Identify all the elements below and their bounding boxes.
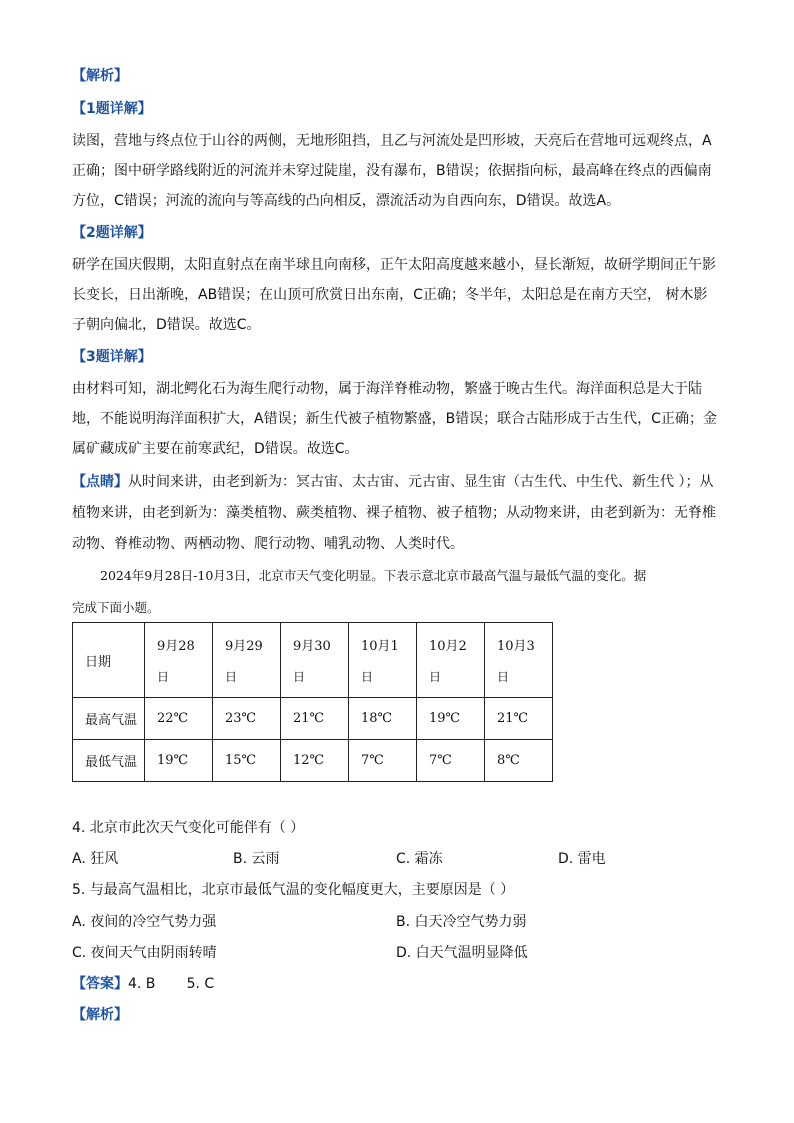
date-cell: 10月1 日 bbox=[349, 623, 417, 698]
q1-detail-heading: 【1题详解】 bbox=[72, 101, 152, 117]
q4-option-a: A. 狂风 bbox=[72, 851, 119, 867]
table-cell: 22℃ bbox=[145, 698, 213, 740]
q1-text-line: 方位，C错误；河流的流向与等高线的凸向相反，漂流活动为自西向东，D错误。故选A。 bbox=[72, 193, 621, 209]
date-cell: 9月30 日 bbox=[281, 623, 349, 698]
q3-text-line: 属矿藏成矿主要在前寒武纪，D错误。故选C。 bbox=[72, 441, 359, 457]
table-cell: 8℃ bbox=[485, 740, 553, 782]
key-point-text: 从时间来讲，由老到新为：冥古宙、太古宙、元古宙、显生宙（古生代、中生代、新生代 ）；从 bbox=[128, 474, 714, 490]
table-cell: 18℃ bbox=[349, 698, 417, 740]
table-cell: 19℃ bbox=[145, 740, 213, 782]
date-cell: 10月2 日 bbox=[417, 623, 485, 698]
material-intro: 2024年9月28日-10月3日，北京市天气变化明显。下表示意北京市最高气温与最低气温的变化。据 bbox=[100, 568, 647, 583]
row-label: 最高气温 bbox=[73, 698, 145, 740]
q2-text-line: 长变长，日出渐晚，AB错误；在山顶可欣赏日出东南，C正确；冬半年，太阳总是在南方天空， 树木影 bbox=[72, 287, 708, 303]
q1-text-line: 正确；图中研学路线附近的河流并未穿过陡崖，没有瀑布，B错误；依据指向标，最高峰在终点的西偏南 bbox=[72, 163, 712, 179]
q5-option-a: A. 夜间的冷空气势力强 bbox=[72, 914, 217, 930]
table-cell: 21℃ bbox=[281, 698, 349, 740]
q5-stem: 5. 与最高气温相比，北京市最低气温的变化幅度更大，主要原因是（ ） bbox=[72, 882, 515, 898]
q3-detail-heading: 【3题详解】 bbox=[72, 349, 152, 365]
q3-text-line: 由材料可知，湖北鳄化石为海生爬行动物，属于海洋脊椎动物，繁盛于晚古生代。海洋面积总是大于陆 bbox=[72, 381, 702, 397]
table-header-row bbox=[73, 623, 553, 698]
key-point-line bbox=[72, 472, 727, 492]
q5-option-c: C. 夜间天气由阴雨转晴 bbox=[72, 945, 217, 961]
temperature-table bbox=[72, 622, 553, 782]
analysis-heading-2: 【解析】 bbox=[72, 1007, 128, 1023]
table-row-min-temp bbox=[73, 740, 553, 782]
q2-text-line: 子朝向偏北，D错误。故选C。 bbox=[72, 317, 261, 333]
table-cell: 12℃ bbox=[281, 740, 349, 782]
answer-line bbox=[72, 974, 727, 994]
q1-text-line: 读图，营地与终点位于山谷的两侧，无地形阻挡，且乙与河流处是凹形坡，天亮后在营地可远观终点，A bbox=[72, 133, 712, 149]
q4-stem: 4. 北京市此次天气变化可能伴有（ ） bbox=[72, 820, 305, 836]
table-cell: 7℃ bbox=[349, 740, 417, 782]
key-point-text-line: 植物来讲，由老到新为：藻类植物、蕨类植物、裸子植物、被子植物；从动物来讲，由老到新为：无脊椎 bbox=[72, 505, 716, 521]
q4-option-b: B. 云雨 bbox=[233, 851, 280, 867]
q3-text-line: 地，不能说明海洋面积扩大，A错误；新生代被子植物繁盛，B错误；联合古陆形成于古生代，C正确；金 bbox=[72, 411, 717, 427]
table-cell: 15℃ bbox=[213, 740, 281, 782]
date-cell: 10月3 日 bbox=[485, 623, 553, 698]
answer-text: 4. B 5. C bbox=[128, 976, 215, 992]
q2-detail-heading: 【2题详解】 bbox=[72, 225, 152, 241]
q5-option-d: D. 白天气温明显降低 bbox=[396, 945, 528, 961]
q4-option-d: D. 雷电 bbox=[558, 851, 606, 867]
q4-option-c: C. 霜冻 bbox=[396, 851, 443, 867]
q2-text-line: 研学在国庆假期，太阳直射点在南半球且向南移，正午太阳高度越来越小，昼长渐短，故研学期间正午影 bbox=[72, 257, 716, 273]
answer-label: 【答案】 bbox=[72, 976, 128, 992]
table-cell: 23℃ bbox=[213, 698, 281, 740]
table-cell: 19℃ bbox=[417, 698, 485, 740]
date-header-cell: 日期 bbox=[73, 623, 145, 698]
date-cell: 9月28 日 bbox=[145, 623, 213, 698]
q5-option-b: B. 白天冷空气势力弱 bbox=[396, 914, 527, 930]
table-row-max-temp bbox=[73, 698, 553, 740]
key-point-text-line: 动物、脊椎动物、两栖动物、爬行动物、哺乳动物、人类时代。 bbox=[72, 536, 464, 552]
row-label: 最低气温 bbox=[73, 740, 145, 782]
analysis-heading: 【解析】 bbox=[72, 68, 128, 84]
table-cell: 21℃ bbox=[485, 698, 553, 740]
key-point-label: 【点睛】 bbox=[72, 474, 128, 490]
date-cell: 9月29 日 bbox=[213, 623, 281, 698]
material-intro-cont: 完成下面小题。 bbox=[72, 600, 160, 615]
table-cell: 7℃ bbox=[417, 740, 485, 782]
